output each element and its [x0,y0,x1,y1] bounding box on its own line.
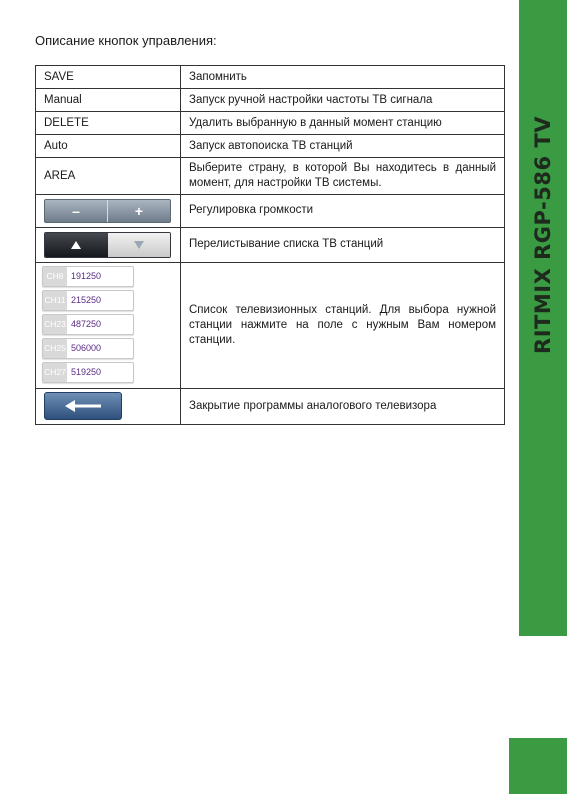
table-row [36,158,505,195]
description-cell: Список телевизионных станций. Для выбора нужной станции нажмите на поле с нужным Вам номером станции. [181,262,505,388]
table-row [36,227,505,262]
control-cell: Auto [36,135,181,158]
channel-item[interactable] [42,290,134,311]
triangle-up-icon [70,240,82,250]
description-cell: Запуск автопоиска ТВ станций [181,135,505,158]
channel-item[interactable] [42,362,134,383]
description-cell: Удалить выбранную в данный момент станцию [181,112,505,135]
control-cell: AREA [36,158,181,195]
control-cell [36,194,181,227]
table-row [36,194,505,227]
table-row [36,135,505,158]
description-cell: Регулировка громкости [181,194,505,227]
scroll-up-button[interactable] [45,233,108,257]
controls-table [35,65,505,425]
control-cell: Manual [36,89,181,112]
triangle-down-icon [133,240,145,250]
channel-frequency: 519250 [71,367,102,378]
channel-number: CH23 [43,315,67,334]
page-number-block [509,738,567,794]
product-title: RITMIX RGP-586 TV [531,116,556,354]
page-heading: Описание кнопок управления: [35,33,217,48]
scroll-control [44,232,171,258]
control-cell: DELETE [36,112,181,135]
channel-list [42,266,134,383]
control-cell: SAVE [36,66,181,89]
volume-control [44,199,171,223]
volume-down-button[interactable]: – [72,202,80,219]
table-row [36,112,505,135]
channel-frequency: 506000 [71,343,102,354]
channel-frequency: 191250 [71,271,102,282]
channel-number: CH8 [43,267,67,286]
description-cell: Перелистывание списка ТВ станций [181,227,505,262]
description-cell: Запомнить [181,66,505,89]
control-cell [36,227,181,262]
channel-number: CH27 [43,363,67,382]
description-cell: Выберите страну, в которой Вы находитесь в данный момент, для настройки ТВ системы. [181,158,505,195]
table-row [36,388,505,424]
control-cell [36,388,181,424]
description-cell: Закрытие программы аналогового телевизора [181,388,505,424]
channel-frequency: 215250 [71,295,102,306]
table-row [36,66,505,89]
channel-number: CH11 [43,291,67,310]
table-row [36,89,505,112]
channel-number: CH25 [43,339,67,358]
channel-item[interactable] [42,314,134,335]
channel-item[interactable] [42,266,134,287]
arrow-left-icon [63,399,103,413]
channel-frequency: 487250 [71,319,102,330]
control-cell [36,262,181,388]
volume-up-button[interactable]: + [107,200,170,222]
back-button[interactable] [44,392,122,420]
description-cell: Запуск ручной настройки частоты ТВ сигнала [181,89,505,112]
side-title-container [519,0,567,636]
table-row [36,262,505,388]
channel-item[interactable] [42,338,134,359]
scroll-down-button[interactable] [108,233,171,257]
